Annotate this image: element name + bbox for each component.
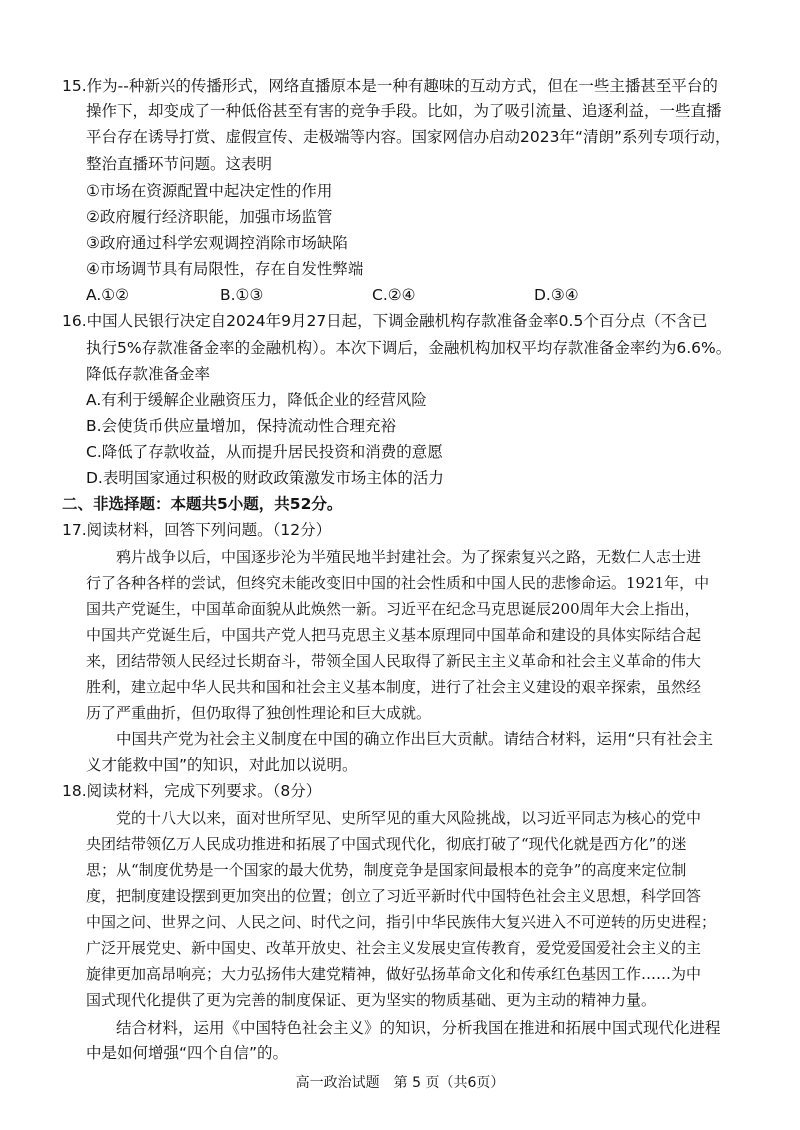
q18-material-line-4: 度，把制度建设摆到更加突出的位置；创立了习近平新时代中国特色社会主义思想，科学回答: [86, 887, 702, 905]
q15-item-2: ②政府履行经济职能，加强市场监管: [86, 208, 333, 226]
q18-question-line-1: 结合材料，运用《中国特色社会主义》的知识，分析我国在推进和拓展中国式现代化进程: [116, 1019, 721, 1037]
q18-material-line-3: 思；从“制度优势是一个国家的最大优势，制度竞争是国家间最根本的竞争”的高度来定位制: [86, 861, 687, 879]
q18-material-line-2: 央团结带领亿万人民成功推进和拓展了中国式现代化，彻底打破了“现代化就是西方化”的迷: [86, 835, 687, 853]
q15-option-b: B.①③: [220, 286, 264, 304]
q18-material-line-6: 广泛开展党史、新中国史、改革开放史、社会主义发展史宣传教育，爱党爱国爱社会主义的主: [86, 939, 702, 957]
q17-material-line-2: 行了各种各样的尝试，但终究未能改变旧中国的社会性质和中国人民的悲惨命运。1921年，中: [86, 574, 710, 592]
q17-material-line-4: 中国共产党诞生后，中国共产党人把马克思主义基本原理同中国革命和建设的具体实际结合起: [86, 626, 702, 644]
q17-material-line-5: 来，团结带领人民经过长期奋斗，带领全国人民取得了新民主主义革命和社会主义革命的伟大: [86, 652, 702, 670]
q18-question-line-2: 中是如何增强“四个自信”的。: [86, 1044, 289, 1062]
q16-option-a: A.有利于缓解企业融资压力，降低企业的经营风险: [86, 391, 427, 409]
q15-option-d: D.③④: [534, 286, 579, 304]
section-heading: 二、非选择题：本题共5小题，共52分。: [62, 495, 343, 513]
q16-stem-line-1: 16.中国人民银行决定自2024年9月27日起，下调金融机构存款准备金率0.5个百分点（不含已: [62, 312, 708, 330]
q16-option-c: C.降低了存款收益，从而提升居民投资和消费的意愿: [86, 443, 443, 461]
q16-option-d: D.表明国家通过积极的财政政策激发市场主体的活力: [86, 469, 444, 487]
q15-stem-line-2: 操作下，却变成了一种低俗甚至有害的竞争手段。比如，为了吸引流量、追逐利益，一些直播: [86, 102, 722, 120]
q17-title: 17.阅读材料，回答下列问题。（12分）: [62, 521, 332, 539]
q15-stem-line-4: 整治直播环节问题。这表明: [86, 155, 273, 173]
q15-stem-line-3: 平台存在诱导打赏、虚假宣传、走极端等内容。国家网信办启动2023年“清朗”系列专项行动，: [86, 128, 731, 146]
q18-material-line-8: 国式现代化提供了更为完善的制度保证、更为坚实的物质基础、更为主动的精神力量。: [86, 991, 657, 1009]
q17-material-line-3: 国共产党诞生，中国革命面貌从此焕然一新。习近平在纪念马克思诞辰200周年大会上指出，: [86, 600, 700, 618]
q18-title: 18.阅读材料，完成下列要求。（8分）: [62, 782, 322, 800]
q16-option-b: B.会使货币供应量增加，保持流动性合理充裕: [86, 417, 397, 435]
q17-material-line-6: 胜利，建立起中华人民共和国和社会主义基本制度，进行了社会主义建设的艰辛探索，虽然经: [86, 678, 702, 696]
q17-material-line-7: 历了严重曲折，但仍取得了独创性理论和巨大成就。: [86, 704, 432, 722]
q18-material-line-7: 旋律更加高昂响亮；大力弘扬伟大建党精神，做好弘扬革命文化和传承红色基因工作……为中: [86, 965, 702, 983]
q16-stem-line-3: 降低存款准备金率: [86, 365, 211, 383]
q15-item-1: ①市场在资源配置中起决定性的作用: [86, 182, 333, 200]
q15-option-c: C.②④: [372, 286, 416, 304]
q18-material-line-5: 中国之问、世界之问、人民之问、时代之问，指引中华民族伟大复兴进入不可逆转的历史进程；: [86, 913, 717, 931]
q18-material-line-1: 党的十八大以来，面对世所罕见、史所罕见的重大风险挑战，以习近平同志为核心的党中: [116, 809, 702, 827]
q15-item-3: ③政府通过科学宏观调控消除市场缺陷: [86, 234, 348, 252]
q17-question-line-1: 中国共产党为社会主义制度在中国的确立作出巨大贡献。请结合材料，运用“只有社会主: [116, 730, 714, 748]
q15-option-a: A.①②: [86, 286, 130, 304]
page-footer: 高一政治试题 第 5 页（共6页）: [295, 1075, 505, 1091]
q15-stem-line-1: 15.作为--种新兴的传播形式，网络直播原本是一种有趣味的互动方式，但在一些主播甚至平台的: [62, 77, 718, 95]
q16-stem-line-2: 执行5%存款准备金率的金融机构）。本次下调后，金融机构加权平均存款准备金率约为6.6%。: [86, 339, 732, 357]
q17-question-line-2: 义才能救中国”的知识，对此加以说明。: [86, 756, 358, 774]
q15-item-4: ④市场调节具有局限性，存在自发性弊端: [86, 260, 364, 278]
q17-material-line-1: 鸦片战争以后，中国逐步沦为半殖民地半封建社会。为了探索复兴之路，无数仁人志士进: [116, 548, 702, 566]
